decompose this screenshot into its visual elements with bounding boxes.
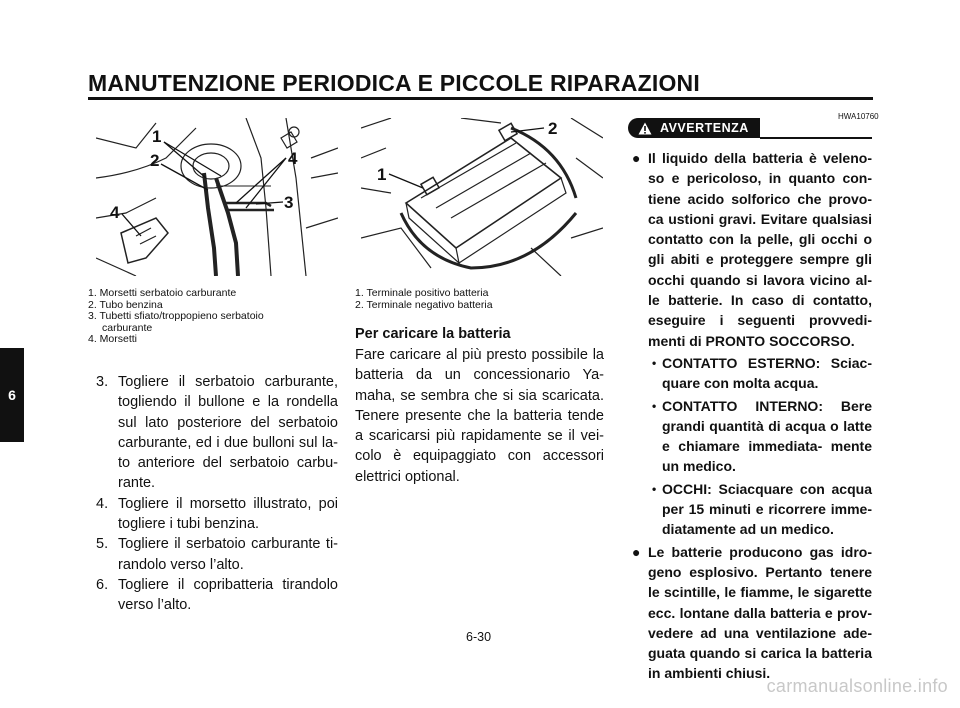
figure2-caption	[355, 288, 493, 311]
step-item	[96, 575, 338, 616]
step-number: 5.	[96, 536, 109, 553]
step-number: 4.	[96, 495, 109, 512]
step-text: Togliere il copribatteria tirandolo verso l’alto.	[118, 576, 338, 614]
caption-line: 2. Terminale negativo batteria	[355, 298, 493, 311]
fuel-tank-figure	[96, 118, 338, 276]
battery-figure	[361, 118, 603, 276]
caption-line: 2. Tubo benzina	[88, 298, 163, 311]
figure1-caption	[88, 288, 264, 346]
warning-sub-text: CONTATTO INTERNO: Bere grandi quantità di acqua o latte e chiamare immediata- mente un medico.	[662, 397, 872, 475]
warning-label: AVVERTENZA	[660, 121, 749, 135]
step-text: Togliere il serbatoio carburante, togliendo il bullone e la rondella sul lato posteriore del serbatoio carburante, ed i due bulloni sul la- to anteriore del serbatoio carbu- rante.	[118, 374, 338, 492]
warning-bullet-text: Il liquido della batteria è veleno- so e pericoloso, in quanto con- tiene acido solforico che provo- ca ustioni gravi. Evitare qualsiasi contatto con la pelle, gli occhi o gli abiti e proteggere sempre gli occhi quando si lavora vicino al- le batterie. In caso di contatto, eseguire i seguenti provvedi- menti di PRONTO SOCCORSO.	[648, 150, 872, 349]
step-number: 3.	[96, 374, 109, 390]
warning-sub-text: CONTATTO ESTERNO: Sciac- quare con molta acqua.	[662, 354, 872, 392]
figure2-callout: 1	[377, 165, 387, 184]
warning-sub-item	[648, 396, 872, 477]
warning-body	[628, 148, 872, 686]
warning-bullet	[628, 148, 872, 540]
chapter-tab: 6	[0, 348, 24, 442]
warning-triangle-icon	[638, 122, 652, 135]
bullet-dot-icon: ●	[632, 543, 641, 560]
sub-bullet-icon: •	[652, 481, 657, 496]
caption-line: carburante	[102, 321, 153, 334]
warning-sub-item	[648, 353, 872, 394]
page-title: MANUTENZIONE PERIODICA E PICCOLE RIPARAZIONI	[88, 70, 700, 96]
watermark: carmanualsonline.info	[766, 676, 948, 696]
step-number: 6.	[96, 576, 109, 593]
warning-rule	[760, 137, 872, 139]
step-text: Togliere il serbatoio carburante ti- randolo verso l’alto.	[118, 536, 338, 573]
warning-sub-item	[648, 479, 872, 540]
figure1-callout: 4	[288, 149, 298, 168]
header-rule	[88, 97, 873, 100]
caption-line: 3. Tubetti sfiato/troppopieno serbatoio	[88, 310, 264, 322]
bullet-dot-icon: ●	[632, 150, 641, 166]
procedure-steps	[96, 372, 338, 616]
sub-bullet-icon: •	[652, 355, 657, 370]
charging-paragraph: Fare caricare al più presto possibile la batteria da un concessionario Ya- maha, se sembra che si sia scaricata. Tenere presente che la batteria tende a scaricarsi più rapidamente se il vei- colo è equipaggiato con accessori elettrici optional.	[355, 347, 604, 485]
page-number: 6-30	[466, 630, 492, 644]
caption-line: 1. Morsetti serbatoio carburante	[88, 287, 237, 299]
figure1-callout: 4	[110, 203, 120, 222]
step-text: Togliere il morsetto illustrato, poi togliere i tubi benzina.	[118, 495, 338, 533]
caption-line: 1. Terminale positivo batteria	[355, 287, 489, 299]
warning-bullet	[628, 542, 872, 684]
figure1-callout: 2	[150, 151, 160, 170]
warning-bullet-text: Le batterie producono gas idro- geno esplosivo. Pertanto tenere le scintille, le fiamme, le sigarette ecc. lontane dalla batteria e prov- vedere ad una ventilazione ade- guata quando si carica la batteria in ambienti chiusi.	[648, 543, 872, 682]
warning-badge	[628, 118, 760, 138]
caption-line: 4. Morsetti	[88, 333, 138, 345]
figure1-callout: 3	[284, 193, 294, 212]
warning-code: HWA10760	[838, 112, 879, 121]
step-item	[96, 534, 338, 575]
figure1-callout: 1	[152, 127, 162, 146]
step-item	[96, 494, 338, 535]
warning-sub-text: OCCHI: Sciacquare con acqua per 15 minuti e ricorrere imme- diatamente ad un medico.	[662, 480, 872, 538]
sub-bullet-icon: •	[652, 398, 657, 413]
figure2-callout: 2	[548, 119, 558, 138]
charging-heading: Per caricare la batteria	[355, 326, 511, 342]
step-item	[96, 372, 338, 494]
